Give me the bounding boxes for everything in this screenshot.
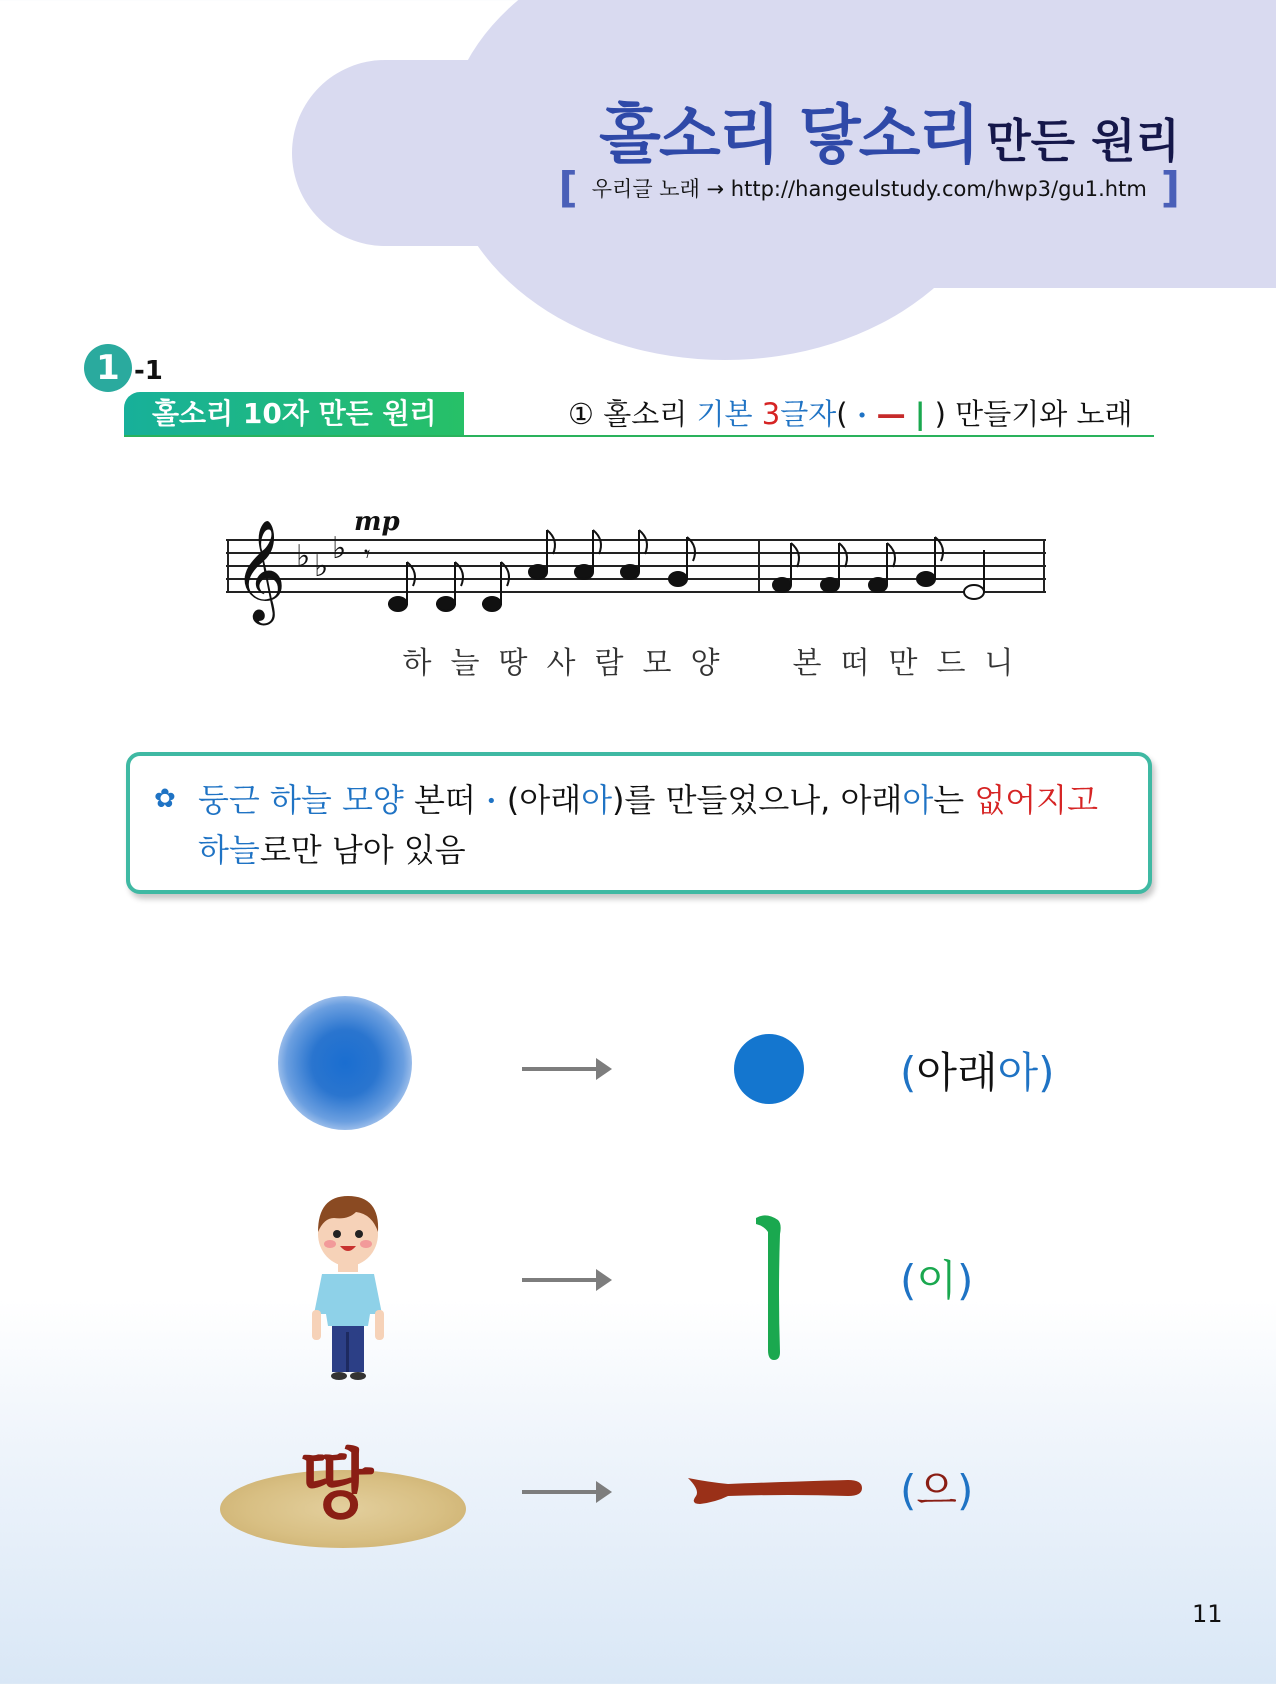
title-sub: 만든 원리 (986, 114, 1180, 168)
heading-paren: ( (836, 397, 848, 431)
title-main: 홀소리 닿소리 (599, 99, 979, 173)
note-part: 하늘 (198, 831, 260, 869)
section-tag: 홀소리 10자 만든 원리 (124, 392, 464, 436)
lyric-syllable: 람 (594, 646, 624, 681)
eu-horizontal-stroke (686, 1470, 864, 1504)
lyric-syllable: 떠 (840, 646, 870, 681)
label-main: 으 (916, 1466, 957, 1515)
dot-symbol: • (856, 405, 868, 427)
label-paren: ) (956, 1256, 974, 1305)
lyric-syllable: 만 (888, 646, 918, 681)
score-lyrics (400, 638, 1016, 682)
page-title (599, 84, 1180, 176)
bracket-open: [ (558, 163, 578, 212)
label-paren: ( (900, 1466, 917, 1515)
section-subnumber: -1 (134, 356, 163, 386)
lyric-syllable: 사 (546, 646, 576, 681)
note-part: 아 (902, 781, 934, 819)
sky-illustration (278, 996, 412, 1130)
lyric-syllable: 니 (984, 646, 1014, 681)
page-number: 11 (1192, 1600, 1223, 1628)
row-label (900, 1458, 973, 1518)
svg-text:♭: ♭ (296, 539, 311, 574)
heading-chars: 글자 (780, 397, 837, 431)
lyric-syllable: 하 (402, 646, 432, 681)
heading-basic: 기본 (696, 397, 762, 431)
arrow-right-icon (522, 1278, 608, 1282)
i-vertical-stroke (752, 1212, 788, 1366)
song-link[interactable] (558, 163, 1180, 212)
label-paren: ( (900, 1048, 917, 1097)
label-paren: ( (900, 1256, 917, 1305)
svg-text:𝄾: 𝄾 (364, 540, 371, 568)
lyric-syllable: 늘 (450, 646, 480, 681)
note-part: 는 (933, 781, 975, 819)
section-heading (568, 392, 1133, 433)
heading-paren: ) (934, 397, 946, 431)
section-underline (124, 435, 1154, 437)
bracket-close: ] (1160, 163, 1180, 212)
row-label (900, 1248, 973, 1308)
bar-symbol: | (914, 397, 926, 431)
section-number: 1 (84, 344, 132, 392)
song-link-text[interactable]: 우리글 노래 → http://hangeulstudy.com/hwp3/gu1.htm (591, 177, 1147, 201)
note-part: 둥근 하늘 모양 (198, 781, 404, 819)
note-part: 아 (581, 781, 613, 819)
heading-prefix: ① 홀소리 (568, 397, 697, 431)
note-part: 본떠 (403, 781, 486, 819)
dynamic-mark: mp (354, 507, 400, 537)
label-main: 아래 (916, 1048, 998, 1097)
label-main: 이 (916, 1256, 957, 1305)
heading-three: 3 (761, 397, 781, 431)
label-accent: 아 (997, 1048, 1039, 1097)
lyric-syllable: 양 (690, 646, 720, 681)
treble-clef-icon: 𝄞 (234, 518, 287, 621)
arrow-right-icon (522, 1490, 608, 1494)
note-part: (아래 (496, 781, 582, 819)
lyric-syllable: 본 (792, 646, 822, 681)
note-part: 로만 남아 있음 (259, 831, 466, 869)
lyric-syllable: 모 (642, 646, 672, 681)
svg-text:♭: ♭ (314, 549, 329, 584)
arae-a-dot (734, 1034, 804, 1104)
note-part: )를 만들었으나, 아래 (612, 781, 903, 819)
dot-symbol: • (486, 791, 497, 812)
flower-bullet-icon: ✿ (154, 784, 176, 814)
explanation-text (198, 776, 1098, 874)
dash-symbol: — (876, 397, 906, 431)
row-label (900, 1040, 1055, 1100)
lyric-syllable: 드 (936, 646, 966, 681)
svg-text:♭: ♭ (332, 531, 347, 566)
label-paren: ) (1038, 1048, 1055, 1097)
lyric-syllable: 땅 (498, 646, 528, 681)
ground-character: 땅 (300, 1440, 374, 1529)
person-icon (308, 1192, 388, 1382)
heading-suffix: 만들기와 노래 (945, 397, 1133, 431)
arrow-right-icon (522, 1067, 608, 1071)
note-part: 없어지고 (974, 781, 1098, 819)
label-paren: ) (956, 1466, 974, 1515)
